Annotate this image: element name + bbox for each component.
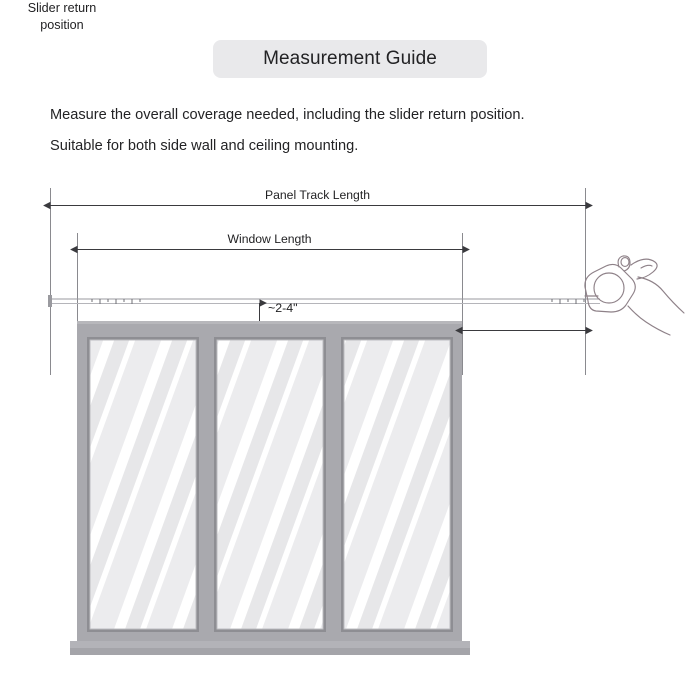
intro-line-2: Suitable for both side wall and ceiling mounting. — [50, 138, 359, 154]
panel-track-length-label: Panel Track Length — [264, 188, 370, 202]
hand-icon — [585, 256, 684, 335]
slider-return-label-line-1: Slider return — [27, 1, 97, 15]
window-panel — [87, 337, 199, 632]
window-panel — [341, 337, 453, 632]
headroom-gap-label: ~2-4" — [268, 301, 298, 315]
tape-measure-icon — [48, 295, 600, 307]
slider-return-label-line-2: position — [40, 18, 84, 32]
page-title: Measurement Guide — [263, 48, 437, 69]
window-panel — [214, 337, 326, 632]
intro-line-1: Measure the overall coverage needed, including the slider return position. — [50, 107, 525, 123]
sliding-window — [70, 321, 470, 655]
window-length-label: Window Length — [227, 232, 312, 246]
